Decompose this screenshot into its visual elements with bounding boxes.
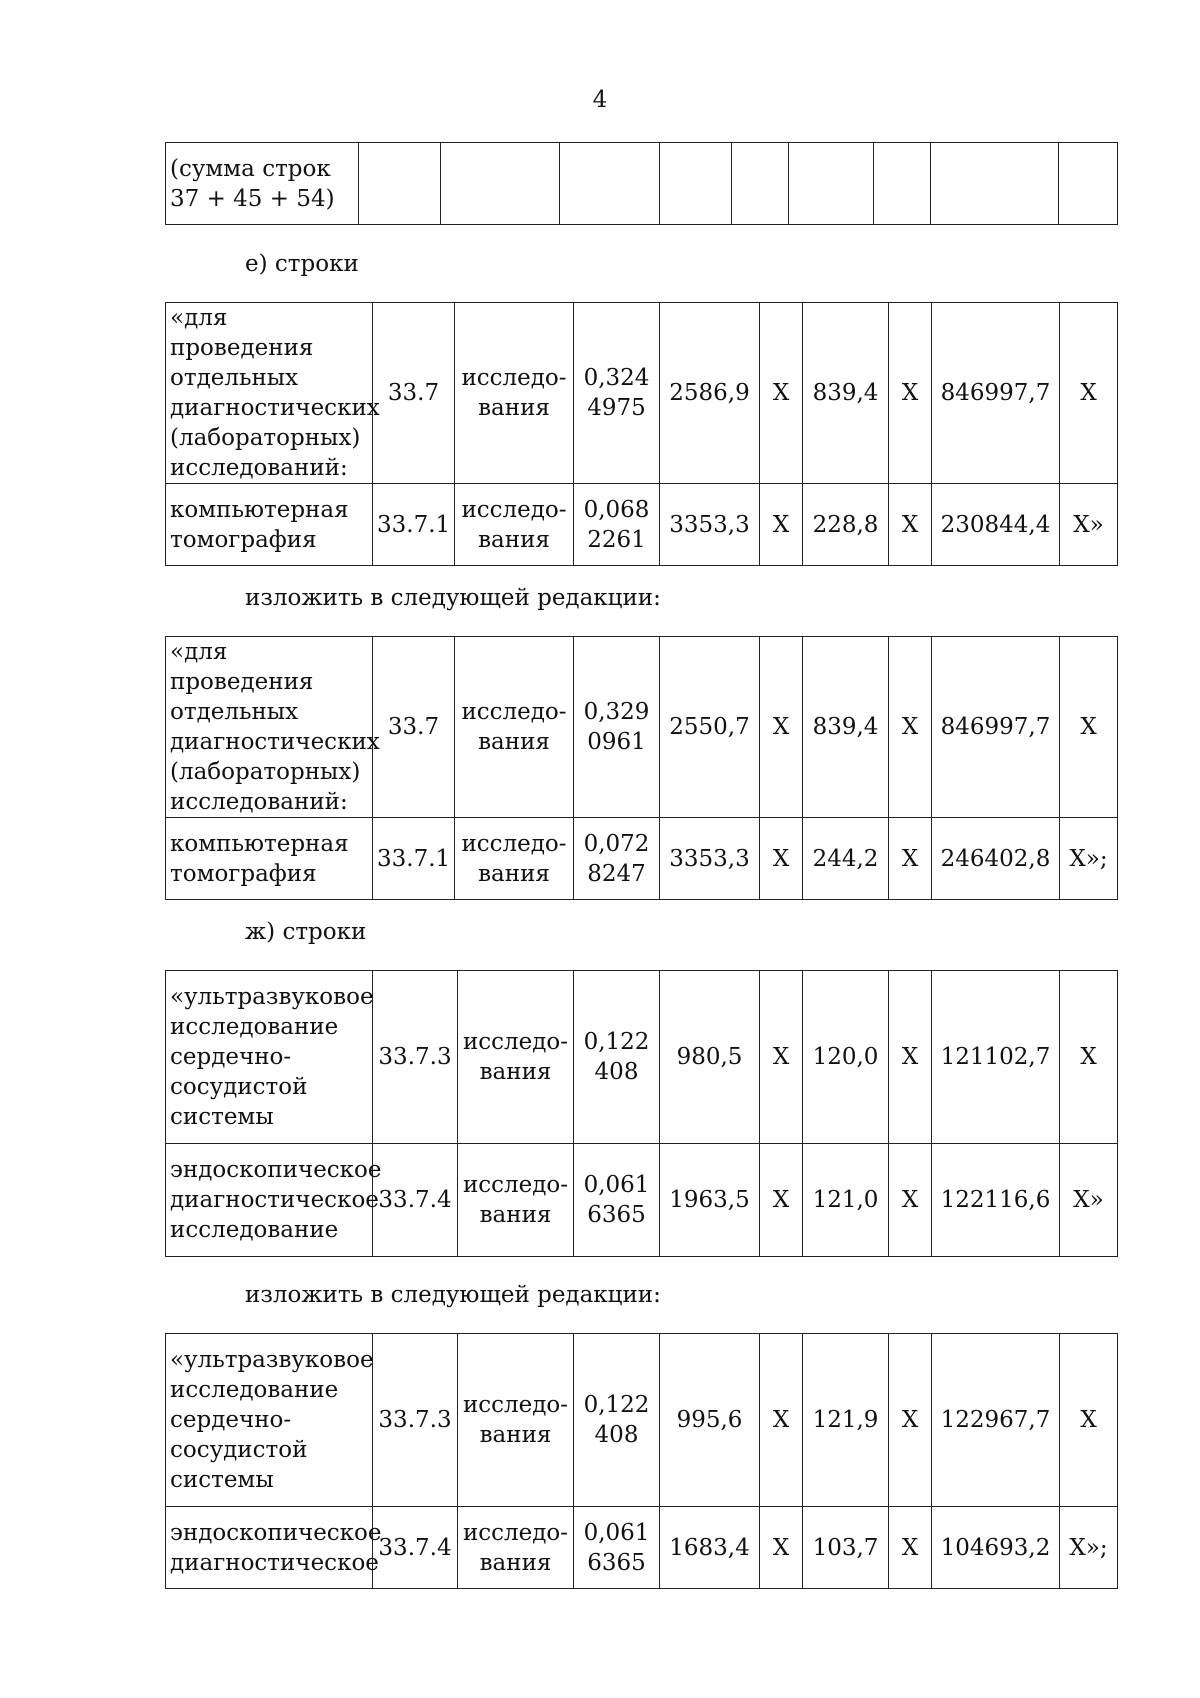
row-total: 846997,7: [932, 303, 1060, 484]
table-cell: [441, 143, 560, 225]
row-x3: Х»;: [1060, 1507, 1118, 1589]
table-row: [166, 1334, 1118, 1507]
row-v1: 120,0: [803, 971, 889, 1144]
row-unit: исследо-вания: [455, 303, 574, 484]
row-label: «ультразвуковое исследование сердечно-сосудистой системы: [166, 971, 373, 1144]
table-fragment-top: [165, 142, 1118, 225]
row-x2: Х: [889, 818, 932, 900]
row-x2: Х: [889, 1507, 932, 1589]
row-code: 33.7.4: [373, 1507, 458, 1589]
row-total: 122967,7: [932, 1334, 1060, 1507]
row-x2: Х: [889, 303, 932, 484]
row-v1: 121,0: [803, 1144, 889, 1257]
section-zh-new-heading: изложить в следующей редакции:: [245, 1282, 661, 1308]
table-row: [166, 818, 1118, 900]
table-row: [166, 1507, 1118, 1589]
table-row: [166, 1144, 1118, 1257]
row-code: 33.7.4: [373, 1144, 458, 1257]
table-row: [166, 971, 1118, 1144]
page-number: 4: [592, 87, 608, 113]
row-code: 33.7.1: [373, 818, 455, 900]
section-e-new-heading: изложить в следующей редакции:: [245, 585, 661, 611]
row-x2: Х: [889, 1144, 932, 1257]
row-unit: исследо-вания: [455, 484, 574, 566]
row-x3: Х: [1060, 637, 1118, 818]
row-x3: Х: [1060, 303, 1118, 484]
row-unit: исследо-вания: [458, 1144, 574, 1257]
table-e-new: [165, 636, 1118, 900]
row-unit: исследо-вания: [458, 971, 574, 1144]
row-norm: 0,068 2261: [574, 484, 660, 566]
row-v1: 103,7: [803, 1507, 889, 1589]
table-row: [166, 303, 1118, 484]
row-x1: Х: [760, 971, 803, 1144]
row-x2: Х: [889, 971, 932, 1144]
row-v1: 121,9: [803, 1334, 889, 1507]
row-label: эндоскопическое диагностическое исследование: [166, 1144, 373, 1257]
row-x1: Х: [760, 1507, 803, 1589]
table-cell: [931, 143, 1059, 225]
row-label: эндоскопическое диагностическое: [166, 1507, 373, 1589]
row-unit: исследо-вания: [458, 1507, 574, 1589]
row-v1: 244,2: [803, 818, 889, 900]
row-label: (сумма строк 37 + 45 + 54): [166, 143, 359, 225]
row-unit: исследо-вания: [455, 818, 574, 900]
row-norm: 0,329 0961: [574, 637, 660, 818]
row-x3: Х»: [1060, 484, 1118, 566]
row-label: «для проведения отдельных диагностических (лабораторных) исследований:: [166, 303, 373, 484]
row-v1: 228,8: [803, 484, 889, 566]
row-x1: Х: [760, 1334, 803, 1507]
row-x1: Х: [760, 637, 803, 818]
row-cost: 980,5: [660, 971, 760, 1144]
row-cost: 2550,7: [660, 637, 760, 818]
row-code: 33.7: [373, 303, 455, 484]
table-row: [166, 143, 1118, 225]
row-x3: Х: [1060, 971, 1118, 1144]
row-x3: Х»: [1060, 1144, 1118, 1257]
row-v1: 839,4: [803, 303, 889, 484]
row-x1: Х: [760, 1144, 803, 1257]
row-v1: 839,4: [803, 637, 889, 818]
row-x1: Х: [760, 818, 803, 900]
table-cell: [874, 143, 931, 225]
row-label: «ультразвуковое исследование сердечно-сосудистой системы: [166, 1334, 373, 1507]
row-code: 33.7.1: [373, 484, 455, 566]
row-label: компьютерная томография: [166, 484, 373, 566]
row-x2: Х: [889, 484, 932, 566]
row-cost: 1683,4: [660, 1507, 760, 1589]
row-unit: исследо-вания: [455, 637, 574, 818]
row-label: «для проведения отдельных диагностических (лабораторных) исследований:: [166, 637, 373, 818]
row-code: 33.7.3: [373, 971, 458, 1144]
table-row: [166, 637, 1118, 818]
row-total: 122116,6: [932, 1144, 1060, 1257]
row-x3: Х: [1060, 1334, 1118, 1507]
row-norm: 0,122 408: [574, 971, 660, 1144]
row-cost: 1963,5: [660, 1144, 760, 1257]
row-label: компьютерная томография: [166, 818, 373, 900]
row-cost: 3353,3: [660, 484, 760, 566]
row-x1: Х: [760, 303, 803, 484]
row-norm: 0,061 6365: [574, 1507, 660, 1589]
table-e-old: [165, 302, 1118, 566]
section-zh-heading: ж) строки: [245, 919, 367, 945]
row-norm: 0,122 408: [574, 1334, 660, 1507]
row-total: 104693,2: [932, 1507, 1060, 1589]
row-x2: Х: [889, 637, 932, 818]
table-zh-new: [165, 1333, 1118, 1589]
row-code: 33.7.3: [373, 1334, 458, 1507]
row-total: 121102,7: [932, 971, 1060, 1144]
row-norm: 0,072 8247: [574, 818, 660, 900]
row-norm: 0,324 4975: [574, 303, 660, 484]
row-x2: Х: [889, 1334, 932, 1507]
row-total: 846997,7: [932, 637, 1060, 818]
row-unit: исследо-вания: [458, 1334, 574, 1507]
row-x1: Х: [760, 484, 803, 566]
table-cell: [560, 143, 660, 225]
table-cell: [789, 143, 874, 225]
row-code: 33.7: [373, 637, 455, 818]
section-e-heading: е) строки: [245, 251, 359, 277]
row-norm: 0,061 6365: [574, 1144, 660, 1257]
table-cell: [732, 143, 789, 225]
row-x3: Х»;: [1060, 818, 1118, 900]
table-row: [166, 484, 1118, 566]
row-cost: 995,6: [660, 1334, 760, 1507]
table-cell: [359, 143, 441, 225]
row-total: 230844,4: [932, 484, 1060, 566]
row-total: 246402,8: [932, 818, 1060, 900]
table-cell: [1059, 143, 1118, 225]
row-cost: 2586,9: [660, 303, 760, 484]
table-cell: [660, 143, 732, 225]
row-cost: 3353,3: [660, 818, 760, 900]
table-zh-old: [165, 970, 1118, 1257]
